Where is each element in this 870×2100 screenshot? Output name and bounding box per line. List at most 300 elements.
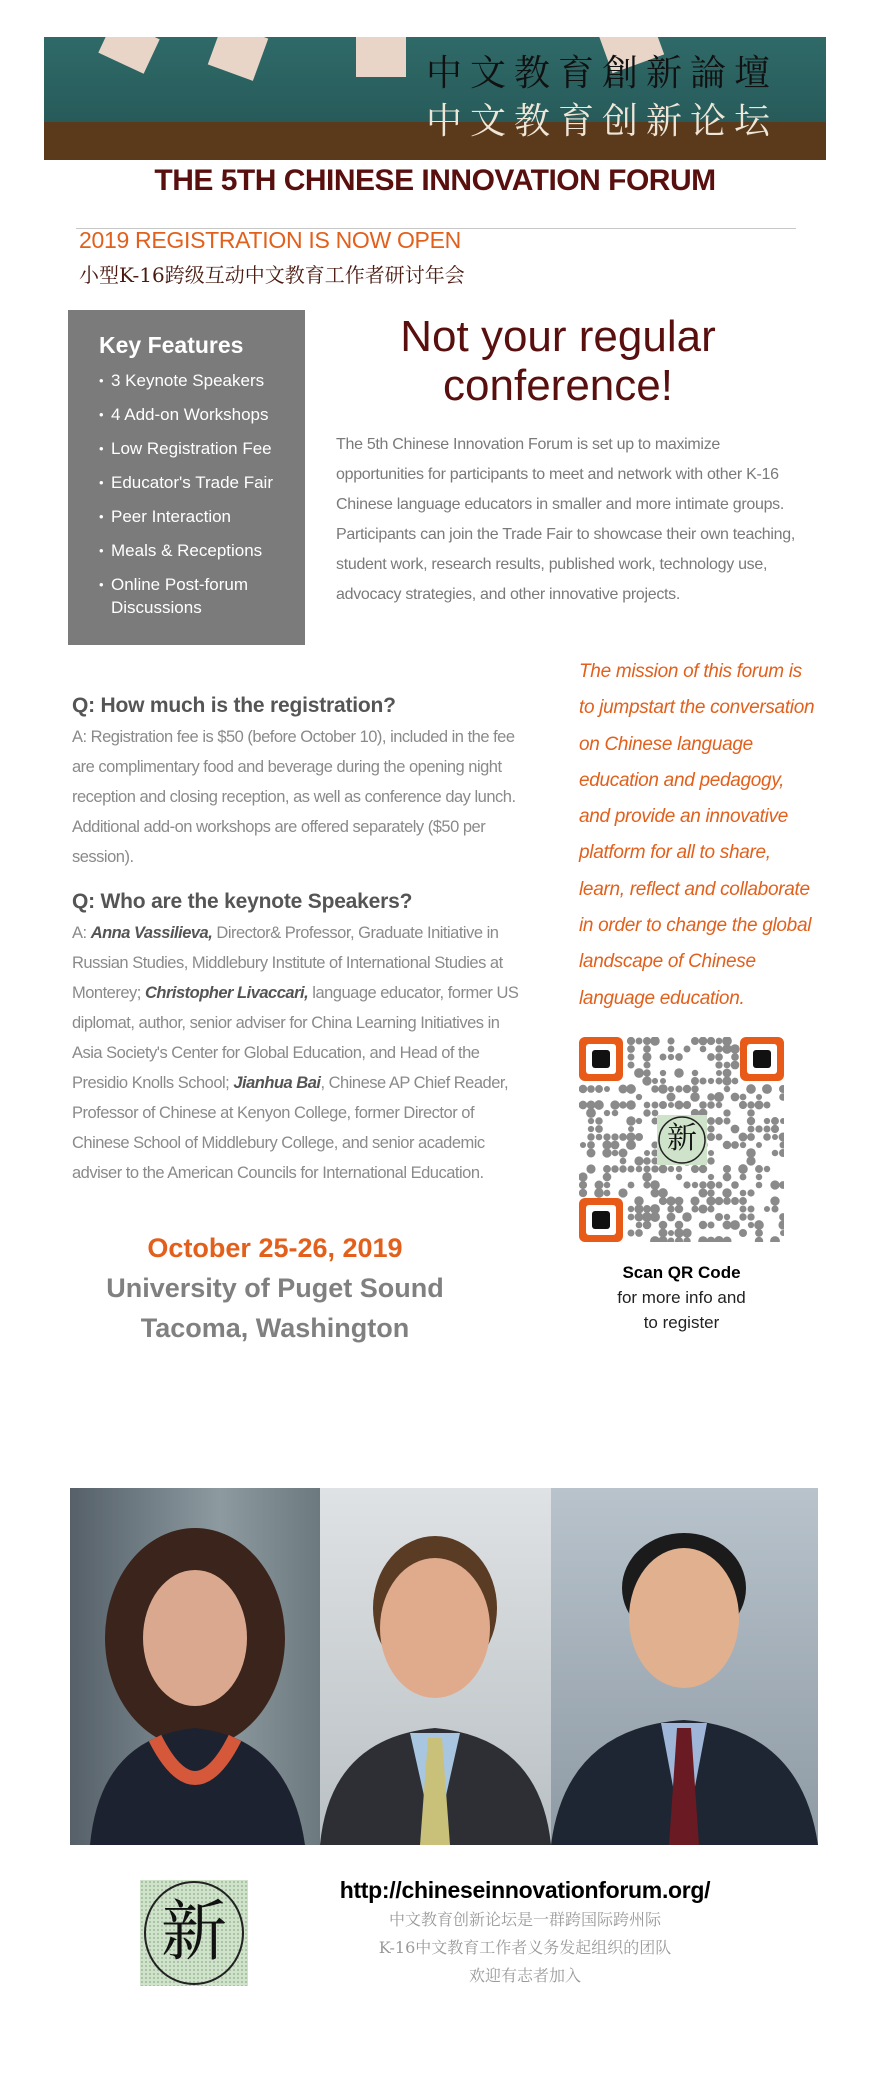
qr-module bbox=[731, 1061, 740, 1070]
qr-module bbox=[716, 1102, 723, 1109]
qr-module bbox=[659, 1221, 668, 1230]
qr-module bbox=[668, 1238, 675, 1242]
qr-module bbox=[747, 1101, 754, 1108]
qr-module bbox=[714, 1092, 724, 1102]
qr-module bbox=[683, 1085, 691, 1093]
speaker-name: Christopher Livaccari, bbox=[144, 984, 309, 1002]
qr-module bbox=[772, 1134, 778, 1140]
footer-line: 中文教育创新论坛是一群跨国际跨州际 bbox=[388, 1910, 661, 1929]
qr-module bbox=[764, 1206, 770, 1212]
qr-module bbox=[611, 1165, 619, 1173]
qr-caption-line: for more info and bbox=[617, 1287, 746, 1307]
qr-module bbox=[731, 1053, 739, 1061]
qr-module bbox=[772, 1150, 779, 1157]
qr-module bbox=[716, 1134, 723, 1141]
qr-module bbox=[707, 1037, 715, 1045]
qr-module bbox=[643, 1165, 650, 1172]
headline bbox=[318, 312, 798, 410]
qr-module bbox=[690, 1092, 700, 1102]
qr-module bbox=[658, 1188, 668, 1198]
feature-item: • Peer Interaction bbox=[99, 505, 305, 528]
qr-module bbox=[770, 1236, 780, 1242]
qr-module bbox=[682, 1212, 692, 1222]
qr-module bbox=[650, 1180, 660, 1190]
qr-module bbox=[756, 1182, 763, 1189]
qr-module bbox=[747, 1109, 755, 1117]
faq-question: Q: Who are the keynote Speakers? bbox=[72, 890, 413, 913]
qr-module bbox=[642, 1076, 651, 1085]
qr-module bbox=[763, 1125, 770, 1132]
qr-module bbox=[619, 1133, 627, 1141]
footer-description bbox=[280, 1906, 770, 1990]
qr-module bbox=[628, 1061, 635, 1068]
qr-module bbox=[738, 1164, 748, 1174]
qr-module bbox=[747, 1213, 754, 1220]
faq-answer bbox=[72, 918, 527, 1188]
qr-module bbox=[731, 1093, 740, 1102]
mission-statement: The mission of this forum is to jumpstart the conversation on Chinese language education and pedagogy, and provide an innovative platform for all to share, learn, reflect and collaborate in order to change the global landscape of Chinese language education. bbox=[579, 661, 815, 1009]
chinese-subtitle: 小型K-16跨级互动中文教育工作者研讨年会 bbox=[79, 263, 465, 287]
qr-module bbox=[579, 1172, 588, 1181]
qr-module bbox=[604, 1086, 610, 1092]
qr-module bbox=[586, 1108, 596, 1118]
faq-answer: A: Registration fee is $50 (before October 10), included in the fee are complimentary food and beverage during the opening night reception and closing reception, as well as conference day lunch. Additional add-on workshops are offered separately ($50 per session). bbox=[72, 728, 516, 866]
qr-module bbox=[667, 1213, 676, 1222]
qr-module bbox=[747, 1133, 755, 1141]
qr-module bbox=[643, 1181, 650, 1188]
qr-module bbox=[756, 1094, 762, 1100]
qr-module bbox=[668, 1054, 674, 1060]
qr-module bbox=[659, 1197, 667, 1205]
qr-module bbox=[707, 1181, 715, 1189]
qr-module bbox=[603, 1173, 612, 1182]
qr-module bbox=[642, 1052, 651, 1061]
qr-module bbox=[674, 1068, 683, 1077]
qr-module bbox=[707, 1221, 714, 1228]
qr-module bbox=[627, 1045, 635, 1053]
qr-module bbox=[698, 1188, 707, 1197]
qr-module bbox=[716, 1070, 722, 1076]
qr-module bbox=[707, 1189, 714, 1196]
qr-module bbox=[628, 1053, 635, 1060]
qr-module bbox=[683, 1101, 691, 1109]
qr-module bbox=[636, 1222, 643, 1229]
registration-notice: 2019 REGISTRATION IS NOW OPEN bbox=[79, 227, 461, 253]
qr-module bbox=[731, 1181, 739, 1189]
qr-module bbox=[723, 1165, 731, 1173]
paper-decoration bbox=[356, 37, 406, 77]
qr-module bbox=[604, 1110, 610, 1116]
qr-module bbox=[771, 1125, 779, 1133]
speaker-portrait bbox=[70, 1488, 320, 1845]
qr-module bbox=[723, 1069, 732, 1078]
qr-code[interactable] bbox=[579, 1037, 784, 1242]
qr-module bbox=[667, 1037, 674, 1044]
event-info bbox=[60, 1228, 490, 1348]
qr-module bbox=[602, 1140, 611, 1149]
qr-module bbox=[723, 1173, 732, 1182]
qr-module bbox=[714, 1236, 724, 1242]
paper-decoration bbox=[98, 37, 159, 74]
qr-module bbox=[724, 1117, 731, 1124]
headline-line: conference! bbox=[443, 361, 673, 410]
qr-module bbox=[707, 1157, 714, 1164]
qr-module bbox=[730, 1044, 740, 1054]
qr-module bbox=[756, 1142, 762, 1148]
qr-module bbox=[691, 1077, 699, 1085]
qr-module bbox=[707, 1093, 714, 1100]
qr-module bbox=[667, 1205, 674, 1212]
qr-module bbox=[699, 1037, 708, 1045]
key-features-heading: Key Features bbox=[99, 332, 244, 358]
qr-module bbox=[650, 1212, 660, 1222]
speaker-portrait bbox=[551, 1488, 818, 1845]
qr-module bbox=[779, 1085, 784, 1093]
key-features-panel bbox=[68, 310, 305, 645]
qr-module bbox=[628, 1206, 634, 1212]
qr-module bbox=[707, 1101, 715, 1109]
qr-module bbox=[748, 1125, 755, 1132]
qr-module bbox=[764, 1166, 770, 1173]
qr-module bbox=[715, 1197, 723, 1205]
qr-module bbox=[755, 1229, 763, 1237]
qr-module bbox=[770, 1180, 779, 1189]
qr-module bbox=[740, 1142, 746, 1148]
qr-module bbox=[626, 1084, 636, 1094]
qr-module bbox=[595, 1181, 604, 1190]
qr-module bbox=[755, 1237, 763, 1242]
banner-image bbox=[44, 37, 826, 160]
qr-module bbox=[779, 1181, 784, 1189]
photo-jianhua-bai bbox=[551, 1488, 818, 1845]
feature-item: • Online Post-forum Discussions bbox=[99, 573, 259, 619]
qr-module bbox=[626, 1140, 636, 1150]
feature-item: • Meals & Receptions bbox=[99, 539, 305, 562]
qr-module bbox=[611, 1141, 620, 1150]
qr-module bbox=[780, 1118, 784, 1124]
speaker-desc: language educator, former US diplomat, author, senior adviser for China Learning Initiatives in Asia Society's Center for Global Education, and Head of the Presidio Knolls School; bbox=[72, 984, 519, 1092]
qr-module bbox=[660, 1070, 666, 1076]
faq-column bbox=[72, 654, 527, 1348]
qr-module bbox=[731, 1125, 740, 1134]
qr-module bbox=[603, 1165, 611, 1173]
event-city: Tacoma, Washington bbox=[140, 1313, 410, 1343]
qr-module bbox=[596, 1134, 603, 1141]
qr-module bbox=[746, 1148, 756, 1158]
qr-module bbox=[691, 1205, 698, 1212]
qr-module bbox=[779, 1213, 784, 1221]
qr-module bbox=[747, 1205, 754, 1212]
qr-module bbox=[739, 1133, 748, 1142]
qr-module bbox=[588, 1126, 594, 1132]
qr-module bbox=[771, 1205, 778, 1212]
qr-module bbox=[699, 1181, 707, 1189]
qr-module bbox=[707, 1117, 715, 1125]
banner-title-traditional: 中文教育創新論壇 bbox=[425, 53, 778, 94]
qr-module bbox=[740, 1190, 747, 1197]
qr-module bbox=[620, 1158, 627, 1165]
qr-module bbox=[739, 1197, 747, 1205]
speaker-desc: Director& Professor, Graduate Initiative in Russian Studies, Middlebury Institute of International Studies at Monterey; bbox=[72, 924, 503, 1002]
qr-module bbox=[595, 1085, 603, 1093]
qr-module bbox=[594, 1188, 604, 1198]
qr-module bbox=[715, 1117, 723, 1125]
qr-module bbox=[643, 1109, 650, 1116]
qr-module bbox=[635, 1229, 643, 1237]
qr-module bbox=[732, 1078, 739, 1085]
qr-module bbox=[747, 1189, 754, 1196]
qr-module bbox=[604, 1182, 611, 1189]
banner-title-simplified: 中文教育创新论坛 bbox=[425, 101, 778, 142]
qr-module bbox=[731, 1141, 739, 1149]
qr-module bbox=[715, 1045, 722, 1052]
qr-module bbox=[634, 1068, 644, 1078]
qr-module bbox=[580, 1142, 586, 1148]
qr-module bbox=[708, 1174, 714, 1180]
qr-module bbox=[611, 1133, 618, 1140]
qr-module bbox=[747, 1117, 755, 1125]
qr-module bbox=[683, 1181, 690, 1188]
qr-module bbox=[699, 1165, 707, 1173]
qr-module bbox=[587, 1133, 594, 1140]
qr-module bbox=[651, 1165, 658, 1172]
qr-module bbox=[636, 1037, 643, 1044]
qr-module bbox=[723, 1141, 732, 1150]
photo-anna-vassilieva bbox=[70, 1488, 320, 1845]
qr-module bbox=[628, 1182, 635, 1189]
qr-module bbox=[651, 1189, 660, 1198]
qr-module bbox=[779, 1133, 784, 1142]
page-title: THE 5TH CHINESE INNOVATION FORUM bbox=[154, 164, 716, 197]
qr-module bbox=[588, 1118, 594, 1124]
qr-module bbox=[635, 1133, 643, 1141]
qr-caption-line: to register bbox=[643, 1312, 720, 1332]
qr-module bbox=[723, 1197, 731, 1205]
qr-module bbox=[707, 1053, 715, 1061]
qr-caption bbox=[579, 1260, 784, 1335]
qr-module bbox=[708, 1205, 715, 1212]
qr-module bbox=[626, 1116, 635, 1125]
qr-module bbox=[707, 1237, 716, 1242]
qr-module bbox=[643, 1037, 651, 1045]
speaker-photos bbox=[70, 1488, 818, 1845]
qr-logo-char: 新 bbox=[667, 1120, 697, 1156]
qr-module bbox=[716, 1078, 723, 1085]
qr-module bbox=[731, 1197, 739, 1205]
qr-module bbox=[675, 1221, 684, 1230]
qr-module bbox=[778, 1220, 784, 1229]
qr-module bbox=[730, 1220, 740, 1230]
qr-module bbox=[634, 1204, 643, 1213]
feature-item: • Educator's Trade Fair bbox=[99, 471, 305, 494]
qr-module bbox=[586, 1164, 595, 1173]
qr-module bbox=[724, 1086, 730, 1092]
qr-module bbox=[691, 1085, 699, 1093]
logo-char: 新 bbox=[161, 1893, 227, 1970]
qr-module bbox=[699, 1101, 707, 1109]
qr-module bbox=[779, 1093, 784, 1101]
qr-module bbox=[699, 1221, 707, 1229]
qr-module bbox=[708, 1078, 714, 1084]
qr-module bbox=[587, 1141, 595, 1149]
qr-module bbox=[780, 1141, 784, 1148]
qr-module bbox=[779, 1149, 784, 1157]
qr-module bbox=[619, 1165, 626, 1172]
qr-module bbox=[658, 1228, 667, 1237]
qr-module bbox=[780, 1230, 784, 1236]
qr-module bbox=[755, 1101, 764, 1110]
qr-module bbox=[643, 1045, 651, 1053]
qr-module bbox=[651, 1101, 658, 1108]
qr-module bbox=[746, 1156, 755, 1165]
qr-module bbox=[668, 1230, 674, 1236]
qr-module bbox=[579, 1189, 587, 1197]
qr-module bbox=[675, 1085, 682, 1092]
qr-module bbox=[691, 1037, 699, 1045]
qr-module bbox=[756, 1174, 762, 1180]
faq-question: Q: How much is the registration? bbox=[72, 694, 396, 717]
qr-module bbox=[666, 1092, 675, 1101]
qr-module bbox=[619, 1084, 628, 1093]
footer-line: K-16中文教育工作者义务发起组织的团队 bbox=[378, 1938, 672, 1957]
qr-module bbox=[628, 1126, 634, 1132]
qr-module bbox=[602, 1148, 611, 1157]
qr-module bbox=[658, 1084, 668, 1094]
qr-module bbox=[660, 1078, 666, 1084]
qr-module bbox=[706, 1196, 715, 1205]
qr-module bbox=[771, 1117, 779, 1125]
qr-module bbox=[707, 1133, 715, 1141]
qr-module bbox=[660, 1054, 667, 1061]
qr-module bbox=[587, 1149, 596, 1158]
qr-module bbox=[715, 1053, 723, 1061]
qr-module bbox=[668, 1046, 675, 1053]
qr-module bbox=[739, 1229, 747, 1237]
qr-module bbox=[666, 1196, 675, 1205]
qr-module bbox=[708, 1150, 714, 1156]
qr-module bbox=[668, 1166, 674, 1172]
qr-module bbox=[675, 1205, 683, 1213]
qr-module bbox=[764, 1118, 770, 1124]
qr-module bbox=[763, 1133, 771, 1141]
qr-module bbox=[628, 1230, 635, 1237]
qr-module bbox=[643, 1157, 651, 1165]
qr-module bbox=[676, 1166, 682, 1172]
qr-module bbox=[659, 1165, 668, 1174]
qr-module bbox=[619, 1148, 628, 1157]
qr-module bbox=[587, 1085, 595, 1093]
qr-module bbox=[636, 1094, 642, 1100]
qr-module bbox=[755, 1125, 762, 1132]
mission-column bbox=[579, 654, 819, 1335]
qr-module bbox=[722, 1188, 731, 1197]
photo-christopher-livaccari bbox=[320, 1488, 551, 1845]
qr-module bbox=[579, 1085, 587, 1093]
qr-module bbox=[700, 1046, 707, 1053]
qr-module bbox=[603, 1133, 610, 1140]
qr-module bbox=[770, 1196, 779, 1205]
qr-module bbox=[668, 1086, 674, 1092]
qr-module bbox=[643, 1221, 652, 1230]
qr-module bbox=[627, 1037, 635, 1045]
qr-module bbox=[691, 1165, 699, 1173]
event-venue: University of Puget Sound bbox=[106, 1273, 444, 1303]
qr-module bbox=[676, 1174, 682, 1180]
qr-module bbox=[692, 1182, 698, 1188]
qr-module bbox=[628, 1165, 635, 1172]
qr-module bbox=[674, 1228, 683, 1237]
headline-line: Not your regular bbox=[400, 312, 716, 361]
qr-module bbox=[740, 1094, 747, 1101]
qr-module bbox=[740, 1174, 747, 1181]
qr-module bbox=[754, 1220, 764, 1230]
qr-module bbox=[668, 1102, 674, 1108]
qr-module bbox=[675, 1237, 683, 1242]
qr-module bbox=[612, 1110, 619, 1117]
qr-module bbox=[716, 1038, 723, 1045]
qr-module bbox=[746, 1084, 756, 1094]
forum-logo bbox=[140, 1880, 248, 1986]
speaker-name: Anna Vassilieva, bbox=[90, 924, 213, 942]
qr-module bbox=[675, 1197, 684, 1206]
qr-module bbox=[724, 1062, 731, 1069]
qr-caption-title: Scan QR Code bbox=[622, 1262, 741, 1282]
qr-module bbox=[579, 1181, 587, 1189]
qr-module bbox=[618, 1188, 627, 1197]
qr-module bbox=[643, 1069, 650, 1076]
qr-module bbox=[716, 1182, 723, 1189]
qr-module bbox=[682, 1228, 691, 1237]
qr-module bbox=[755, 1165, 763, 1173]
qr-module bbox=[684, 1046, 691, 1053]
qr-module bbox=[595, 1125, 603, 1133]
qr-module bbox=[594, 1100, 604, 1110]
qr-module bbox=[612, 1150, 619, 1157]
qr-module bbox=[644, 1102, 651, 1109]
qr-module bbox=[748, 1222, 754, 1228]
qr-module bbox=[595, 1117, 603, 1125]
qr-module bbox=[715, 1213, 723, 1221]
qr-module bbox=[643, 1205, 651, 1213]
qr-module bbox=[699, 1077, 706, 1084]
qr-module bbox=[764, 1102, 771, 1109]
qr-module bbox=[604, 1190, 611, 1197]
qr-module bbox=[650, 1037, 660, 1046]
qr-module bbox=[626, 1100, 636, 1110]
qr-module bbox=[683, 1237, 690, 1242]
event-date: October 25-26, 2019 bbox=[147, 1233, 403, 1263]
qr-module bbox=[740, 1205, 747, 1212]
footer-line: 欢迎有志者加入 bbox=[468, 1966, 581, 1985]
speaker-desc: , Chinese AP Chief Reader, Professor of Chinese at Kenyon College, former Director of Chinese School of Middlebury College, and senior academic adviser to the American Councils for International Education. bbox=[72, 1074, 509, 1182]
qr-module bbox=[722, 1076, 731, 1085]
qr-module bbox=[690, 1196, 699, 1205]
feature-item: • 3 Keynote Speakers bbox=[99, 369, 305, 392]
qr-module bbox=[634, 1196, 643, 1205]
qr-module bbox=[634, 1156, 643, 1165]
qr-module bbox=[739, 1213, 746, 1220]
qr-module bbox=[658, 1236, 668, 1242]
qr-module bbox=[636, 1118, 642, 1124]
website-link[interactable]: http://chineseinnovationforum.org/ bbox=[339, 1877, 711, 1903]
qr-module bbox=[643, 1061, 650, 1068]
qr-module bbox=[636, 1166, 643, 1173]
lower-section bbox=[0, 654, 870, 1348]
feature-item: • Low Registration Fee bbox=[99, 437, 305, 460]
intro-paragraph: The 5th Chinese Innovation Forum is set up to maximize opportunities for participants to meet and network with other K-16 Chinese language educators in smaller and more intimate groups. Participants can join the Trade Fair to showcase their own teaching, student work, research results, published work, technology use, advocacy strategies, and other innovative projects. bbox=[336, 436, 795, 603]
qr-module bbox=[739, 1101, 747, 1109]
qr-module bbox=[652, 1078, 658, 1084]
